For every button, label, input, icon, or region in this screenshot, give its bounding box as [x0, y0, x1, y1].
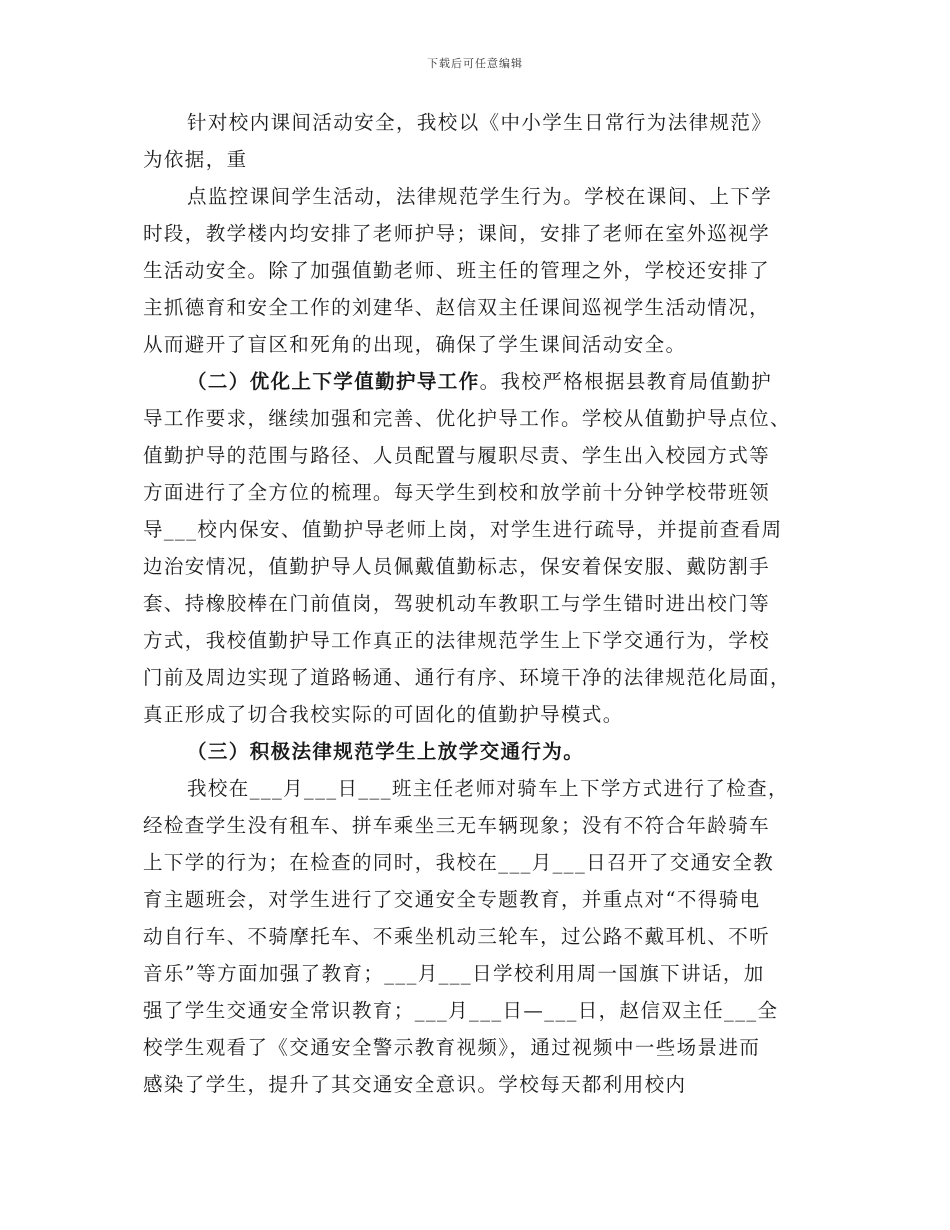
text-line: 门前及周边实现了道路畅通、通行有序、环境干净的法律规范化局面，: [143, 666, 791, 689]
text-line-rest: 。我校严格根据县教育局值勤护: [479, 370, 773, 393]
section-heading-line: [143, 733, 823, 770]
text-line: 主抓德育和安全工作的刘建华、赵信双主任课间巡视学生活动情况，: [143, 296, 771, 319]
text-line: 导___校内保安、值勤护导老师上岗，对学生进行疏导，并提前查看周: [143, 518, 783, 541]
text-line: 音乐”等方面加强了教育；___月___日学校利用周一国旗下讲话，加: [143, 962, 765, 985]
section-heading-line: [143, 363, 823, 400]
text-line: 动自行车、不骑摩托车、不乘坐机动三轮车，过公路不戴耳机、不听: [143, 925, 771, 948]
text-line: 值勤护导的范围与路径、人员配置与履职尽责、学生出入校园方式等: [143, 444, 771, 467]
text-line: 从而避开了盲区和死角的出现，确保了学生课间活动安全。: [143, 333, 687, 356]
text-line: 时段，教学楼内均安排了老师护导；课间，安排了老师在室外巡视学: [143, 222, 771, 245]
text-line: 边治安情况，值勤护导人员佩戴值勤标志，保安着保安服、戴防割手: [143, 555, 771, 578]
text-line: 校学生观看了《交通安全警示教育视频》，通过视频中一些场景进而: [143, 1036, 761, 1059]
document-body: [143, 104, 823, 1103]
text-line: 上下学的行为；在检查的同时，我校在___月___日召开了交通安全教: [143, 851, 775, 874]
text-line: 为依据，重: [143, 148, 248, 171]
text-line: 针对校内课间活动安全，我校以《中小学生日常行为法律规范》: [187, 111, 773, 134]
text-line: 我校在___月___日___班主任老师对骑车上下学方式进行了检查，: [187, 777, 789, 800]
text-line: 经检查学生没有租车、拼车乘坐三无车辆现象；没有不符合年龄骑车: [143, 814, 771, 837]
text-line: 方面进行了全方位的梳理。每天学生到校和放学前十分钟学校带班领: [143, 481, 771, 504]
text-line: 方式，我校值勤护导工作真正的法律规范学生上下学交通行为，学校: [143, 629, 771, 652]
section-heading: （三）积极法律规范学生上放学交通行为。: [187, 740, 585, 763]
text-line: 强了学生交通安全常识教育；___月___日—___日，赵信双主任___全: [143, 999, 779, 1022]
text-line: 套、持橡胶棒在门前值岗，驾驶机动车教职工与学生错时进出校门等: [143, 592, 771, 615]
section-heading: （二）优化上下学值勤护导工作: [187, 370, 480, 393]
text-line: 导工作要求，继续加强和完善、优化护导工作。学校从值勤护导点位、: [143, 407, 791, 430]
text-line: 点监控课间学生活动，法律规范学生行为。学校在课间、上下学: [187, 185, 773, 208]
text-line: 生活动安全。除了加强值勤老师、班主任的管理之外，学校还安排了: [143, 259, 771, 282]
text-line: 育主题班会，对学生进行了交通安全专题教育，并重点对“不得骑电: [143, 888, 761, 911]
text-line: 真正形成了切合我校实际的可固化的值勤护导模式。: [143, 703, 624, 726]
text-line: 感染了学生，提升了其交通安全意识。学校每天都利用校内: [143, 1073, 687, 1096]
page-header: 下载后可任意编辑: [427, 57, 523, 70]
